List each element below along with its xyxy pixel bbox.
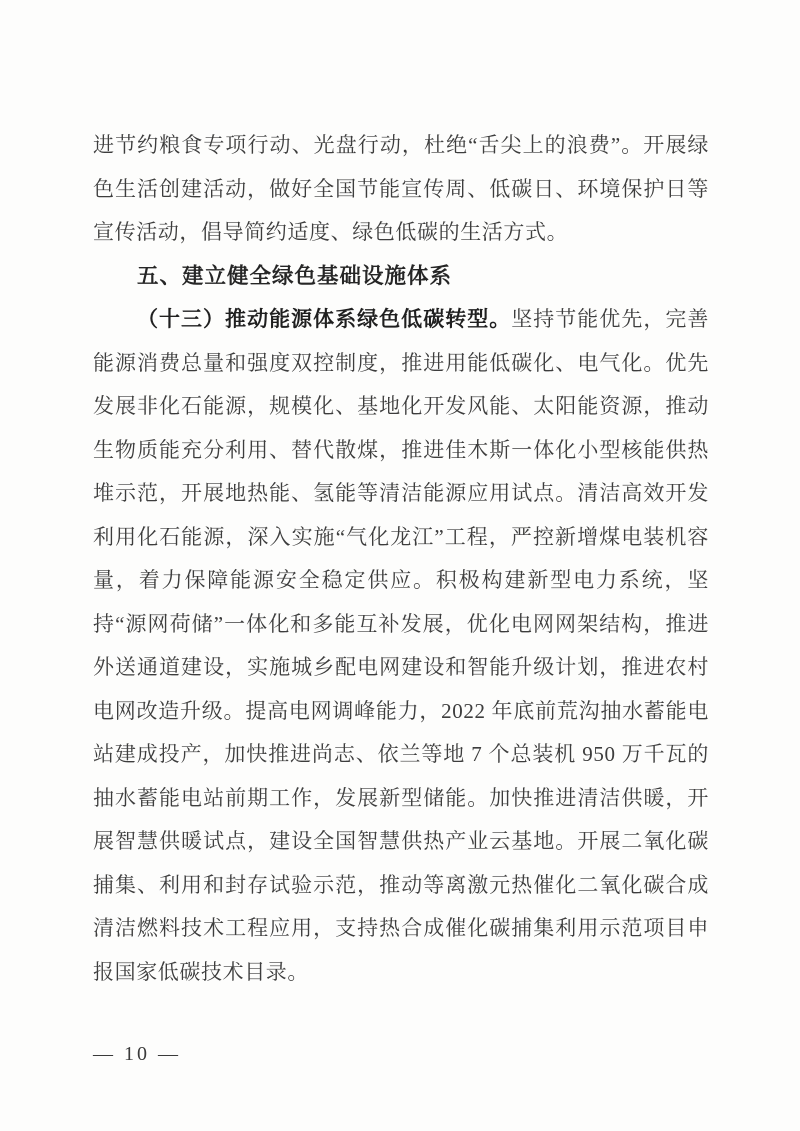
item-13-body: 坚持节能优先，完善能源消费总量和强度双控制度，推进用能低碳化、电气化。优先发展非化石能源，规模化、基地化开发风能、太阳能资源，推动生物质能充分利用、替代散煤，推进佳木斯一体化小型核能供热堆示范，开展地热能、氢能等清洁能源应用试点。清洁高效开发利用化石能源，深入实施“气化龙江”工程，严控新增煤电装机容量，着力保障能源安全稳定供应。积极构建新型电力系统，坚持“源网荷储”一体化和多能互补发展，优化电网网架结构，推进外送通道建设，实施城乡配电网建设和智能升级计划，推进农村电网改造升级。提高电网调峰能力，2022 年底前荒沟抽水蓄能电站建成投产，加快推进尚志、依兰等地 7 个总装机 950 万千瓦的抽水蓄能电站前期工作，发展新型储能。加快推进清洁供暖，开展智慧供暖试点，建设全国智慧供热产业云基地。开展二氧化碳捕集、利用和封存试验示范，推动等离激元热催化二氧化碳合成清洁燃料技术工程应用，支持热合成催化碳捕集利用示范项目申报国家低碳技术目录。 (93, 307, 709, 984)
page-number: — 10 — (93, 1043, 181, 1065)
item-13-paragraph (93, 298, 709, 994)
continuation-paragraph: 进节约粮食专项行动、光盘行动，杜绝“舌尖上的浪费”。开展绿色生活创建活动，做好全国节能宣传周、低碳日、环境保护日等宣传活动，倡导简约适度、绿色低碳的生活方式。 (93, 133, 709, 244)
document-content (93, 124, 709, 994)
item-13-lead: （十三）推动能源体系绿色低碳转型。 (137, 307, 512, 331)
section-heading: 五、建立健全绿色基础设施体系 (137, 263, 453, 288)
